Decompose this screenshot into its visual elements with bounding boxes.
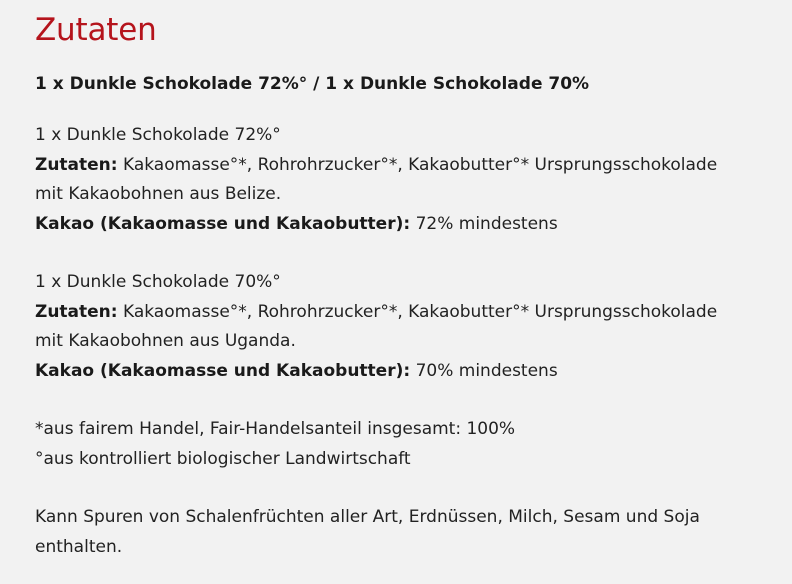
product-name: 1 x Dunkle Schokolade 72%° <box>35 125 281 145</box>
ingredients-line <box>35 298 772 328</box>
allergen-text: Kann Spuren von Schalenfrüchten aller Art, Erdnüssen, Milch, Sesam und Soja <box>35 507 700 527</box>
product-name: 1 x Dunkle Schokolade 70%° <box>35 272 281 292</box>
cocoa-value: 70% mindestens <box>410 360 558 381</box>
product-summary-heading: 1 x Dunkle Schokolade 72%° / 1 x Dunkle Schokolade 70% <box>35 74 590 94</box>
ingredients-line <box>35 151 772 181</box>
page-title: Zutaten <box>35 12 157 48</box>
ingredients-text: Kakaomasse°*, Rohrohrzucker°*, Kakaobutter°* Ursprungsschokolade <box>117 301 718 322</box>
ingredients-origin: mit Kakaobohnen aus Uganda. <box>35 331 296 351</box>
footnotes <box>35 415 772 474</box>
product-block-72 <box>35 121 772 239</box>
ingredients-label: Zutaten: <box>35 154 118 175</box>
fair-trade-footnote: *aus fairem Handel, Fair-Handelsanteil insgesamt: 100% <box>35 419 516 439</box>
allergen-text-end: enthalten. <box>35 536 123 557</box>
cocoa-line <box>35 210 772 240</box>
cocoa-label: Kakao (Kakaomasse und Kakaobutter): <box>35 213 411 234</box>
organic-footnote: °aus kontrolliert biologischer Landwirtschaft <box>35 448 411 469</box>
cocoa-value: 72% mindestens <box>410 213 558 234</box>
cocoa-label: Kakao (Kakaomasse und Kakaobutter): <box>35 360 411 381</box>
ingredients-origin: mit Kakaobohnen aus Belize. <box>35 184 282 204</box>
allergen-notice <box>35 503 772 562</box>
cocoa-line <box>35 357 772 387</box>
ingredients-text: Kakaomasse°*, Rohrohrzucker°*, Kakaobutter°* Ursprungsschokolade <box>117 154 718 175</box>
product-block-70 <box>35 268 772 386</box>
ingredients-label: Zutaten: <box>35 301 118 322</box>
